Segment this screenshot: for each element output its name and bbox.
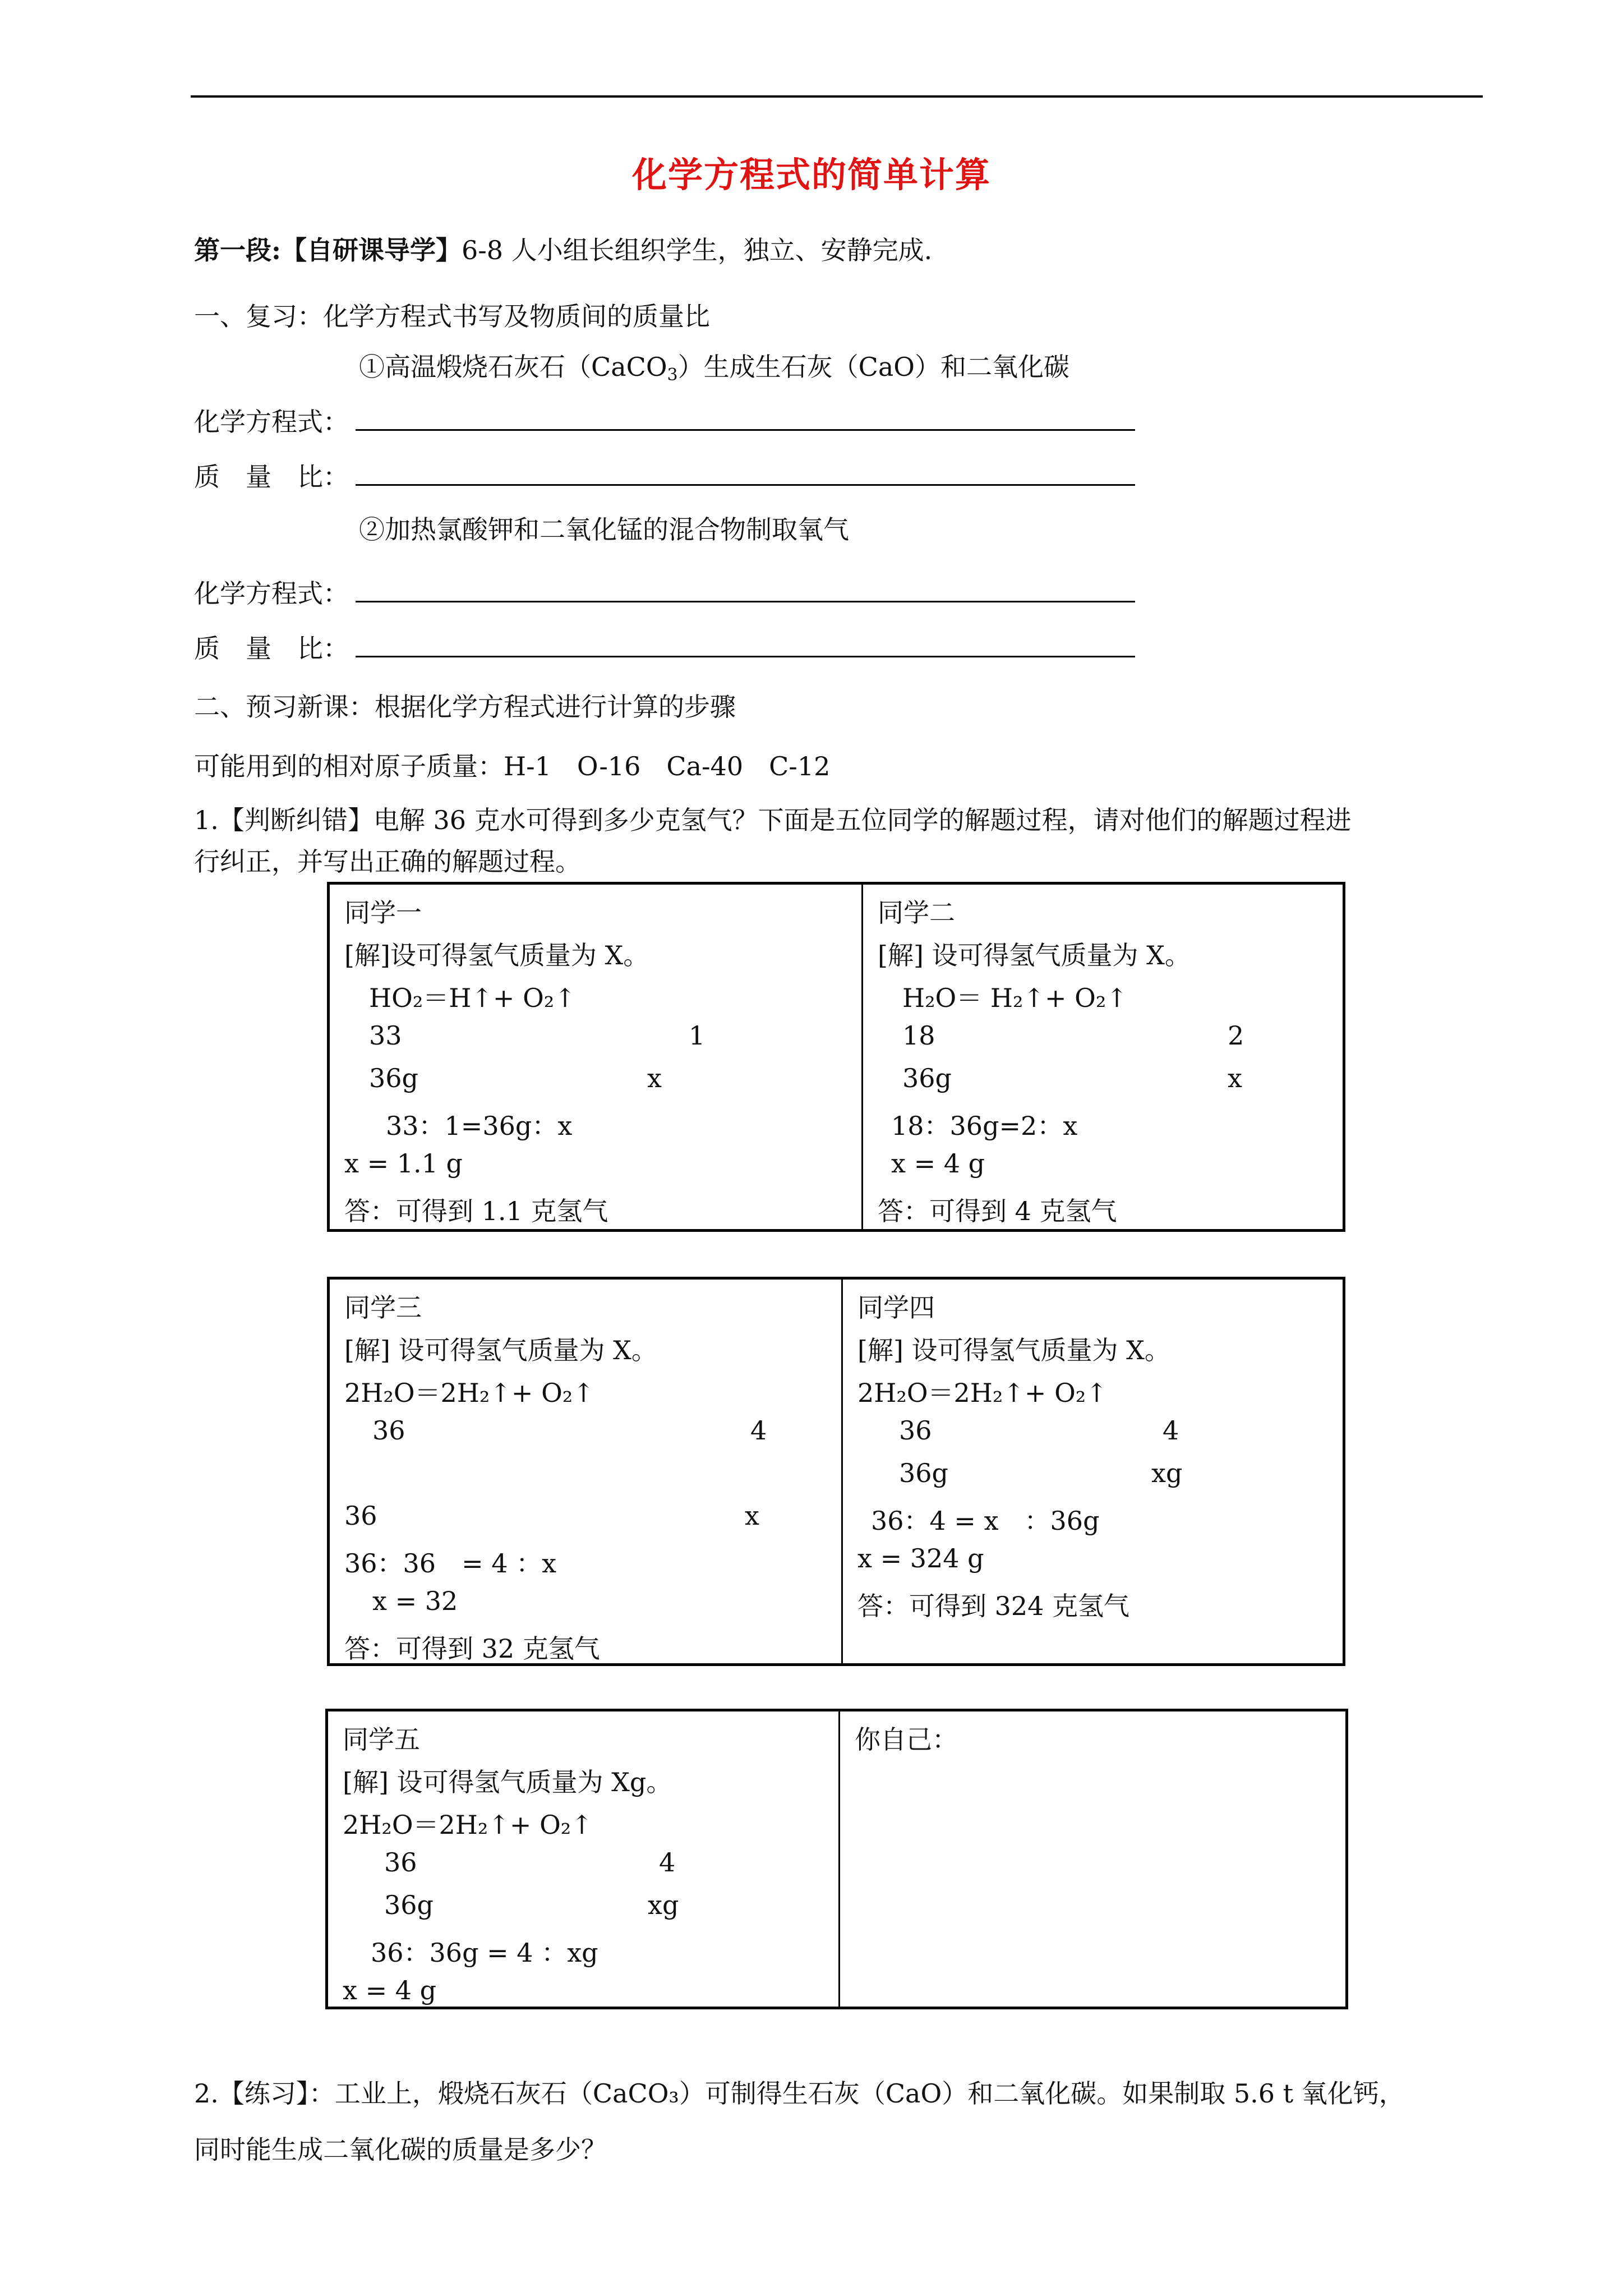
question-2-line-1: 2.【练习】：工业上，煅烧石灰石（CaCO₃）可制得生石灰（CaO）和二氧化碳。如果制取 5.6 t 氧化钙，	[194, 2078, 1405, 2109]
equation-blank-1[interactable]	[356, 403, 1135, 431]
intro-text: 6-8 人小组长组织学生，独立、安静完成.	[461, 235, 933, 265]
header-rule	[191, 95, 1483, 98]
solutions-table-2	[327, 1277, 1345, 1666]
review-item-1: ①高温煅烧石灰石（CaCO$_3$）生成生石灰（CaO）和二氧化碳	[359, 352, 1069, 385]
atomic-masses: 可能用到的相对原子质量：H-1 O-16 Ca-40 C-12	[194, 751, 831, 781]
equation-blank-2[interactable]	[356, 575, 1135, 602]
solutions-table-3	[325, 1709, 1348, 2009]
review-item-2: ②加热氯酸钾和二氧化锰的混合物制取氧气	[359, 514, 849, 545]
student-5-cell: 同学五 [解] 设可得氢气质量为 Xg。 2H₂O＝2H₂↑+ O₂↑ 36 4 36g xg 36：36g = 4 ：xg x = 4 g	[343, 1724, 679, 2005]
ratio-line-1: 质 量 比：	[194, 457, 1135, 494]
intro-bracket: 【自研课导学】	[280, 235, 462, 265]
intro-stage: 第一段:	[194, 235, 281, 265]
question-1-line-2: 行纠正，并写出正确的解题过程。	[194, 846, 581, 877]
page-title: 化学方程式的简单计算	[631, 154, 991, 195]
self-answer-cell[interactable]: 你自己：	[838, 1711, 1345, 2007]
review-heading: 一、复习：化学方程式书写及物质间的质量比	[194, 301, 710, 332]
ratio-blank-1[interactable]	[356, 458, 1135, 486]
solutions-table-1	[327, 882, 1345, 1232]
ratio-blank-2[interactable]	[356, 630, 1135, 657]
question-1-line-1: 1.【判断纠错】电解 36 克水可得到多少克氢气？下面是五位同学的解题过程，请对他们的解题过程进	[194, 805, 1352, 835]
student-3-cell: 同学三 [解] 设可得氢气质量为 X。 2H₂O＝2H₂↑+ O₂↑ 36 4 36 x 36：36 = 4 ：x x = 32 答：可得到 32 克氢气	[344, 1292, 767, 1664]
student-2-cell: 同学二 [解] 设可得氢气质量为 X。 H₂O＝ H₂↑+ O₂↑ 18 2 36g x 18：36g=2：x x = 4 g 答：可得到 4 克氢气	[861, 885, 1343, 1229]
student-1-cell: 同学一 [解]设可得氢气质量为 X。 HO₂＝H↑+ O₂↑ 33 1 36g x 33：1=36g：x x = 1.1 g 答：可得到 1.1 克氢气	[344, 898, 706, 1226]
equation-line-2: 化学方程式：	[194, 573, 1135, 610]
equation-line-1: 化学方程式：	[194, 402, 1135, 439]
question-2-line-2: 同时能生成二氧化碳的质量是多少？	[194, 2134, 607, 2165]
preview-heading: 二、预习新课：根据化学方程式进行计算的步骤	[194, 692, 736, 722]
intro-line	[194, 230, 932, 267]
student-4-cell: 同学四 [解] 设可得氢气质量为 X。 2H₂O＝2H₂↑+ O₂↑ 36 4 36g xg 36：4 = x ：36g x = 324 g 答：可得到 324 克氢气	[841, 1280, 1343, 1663]
ratio-line-2: 质 量 比：	[194, 628, 1135, 665]
